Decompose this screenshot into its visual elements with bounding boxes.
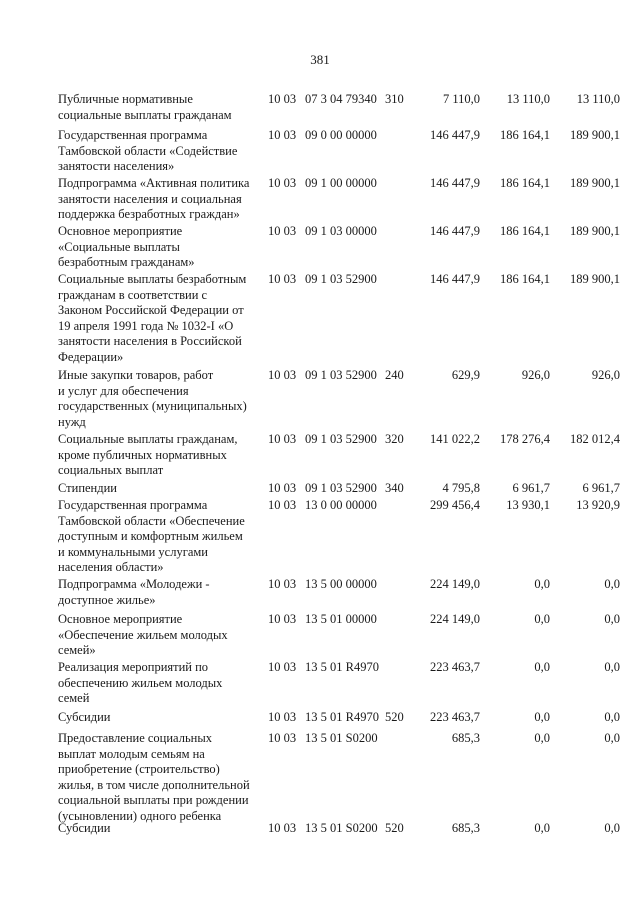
row-section-code: 10 03 — [268, 577, 297, 591]
row-value-3: 6 961,7 — [582, 481, 620, 495]
row-name-line: социальные выплаты гражданам — [58, 107, 232, 122]
row-name-line: приобретение (строительство) — [58, 762, 220, 776]
row-name — [58, 224, 266, 271]
row-name-line: (усыновлении) одного ребенка — [58, 808, 222, 823]
row-section-code: 10 03 — [268, 612, 297, 626]
row-name — [58, 660, 266, 707]
row-value-1: 629,9 — [451, 368, 480, 382]
row-target-code: 09 1 00 00000 — [305, 176, 377, 190]
row-value-1: 146 447,9 — [430, 128, 480, 142]
row-value-1: 146 447,9 — [430, 176, 480, 190]
row-target-code: 09 1 03 52900 — [305, 481, 377, 495]
row-name-line: Основное мероприятие — [58, 612, 183, 626]
row-name-line: Субсидии — [58, 821, 111, 835]
row-value-2: 0,0 — [534, 710, 550, 724]
row-target-code: 09 1 03 52900 — [305, 272, 377, 286]
row-section-code: 10 03 — [268, 821, 297, 835]
row-section-code: 10 03 — [268, 368, 297, 382]
row-value-2: 186 164,1 — [500, 128, 550, 142]
row-value-3: 182 012,4 — [570, 432, 620, 446]
row-section-code: 10 03 — [268, 176, 297, 190]
row-name-line: занятости населения в Российской — [58, 334, 242, 348]
row-name-line: кроме публичных нормативных — [58, 447, 227, 462]
row-section-code: 10 03 — [268, 224, 297, 238]
row-value-1: 4 795,8 — [442, 481, 480, 495]
row-name-line: Основное мероприятие — [58, 224, 183, 238]
row-section-code: 10 03 — [268, 432, 297, 446]
row-name — [58, 92, 266, 123]
row-target-code: 13 5 01 S0200 — [305, 731, 378, 745]
row-value-3: 926,0 — [591, 368, 620, 382]
row-value-2: 178 276,4 — [500, 432, 550, 446]
row-section-code: 10 03 — [268, 731, 297, 745]
row-name — [58, 612, 266, 659]
row-value-2: 186 164,1 — [500, 224, 550, 238]
row-expense-type: 340 — [385, 481, 404, 495]
row-value-1: 141 022,2 — [430, 432, 480, 446]
row-name-line: Государственная программа — [58, 128, 208, 142]
row-value-1: 146 447,9 — [430, 224, 480, 238]
row-name-line: и услуг для обеспечения — [58, 383, 189, 398]
row-name — [58, 577, 266, 608]
row-name-line: семей — [58, 691, 90, 705]
row-value-1: 7 110,0 — [442, 92, 480, 106]
row-name — [58, 731, 266, 824]
row-value-2: 0,0 — [534, 731, 550, 745]
row-value-3: 189 900,1 — [570, 176, 620, 190]
row-name-line: Государственная программа — [58, 498, 208, 512]
row-name-line: «Обеспечение жильем молодых — [58, 627, 228, 642]
row-target-code: 13 5 01 R4970 — [305, 710, 379, 724]
page-number: 381 — [310, 52, 330, 67]
row-value-3: 0,0 — [604, 577, 620, 591]
row-name-line: населения области» — [58, 560, 164, 574]
row-name — [58, 481, 266, 497]
row-target-code: 13 5 01 S0200 — [305, 821, 378, 835]
row-name-line: гражданам в соответствии с — [58, 287, 208, 302]
row-target-code: 09 1 03 00000 — [305, 224, 377, 238]
row-target-code: 13 5 01 00000 — [305, 612, 377, 626]
row-value-2: 13 930,1 — [506, 498, 550, 512]
row-name — [58, 821, 266, 837]
row-value-2: 0,0 — [534, 612, 550, 626]
row-name — [58, 368, 266, 430]
row-name-line: жилья, в том числе дополнительной — [58, 777, 250, 792]
row-name-line: Иные закупки товаров, работ — [58, 368, 214, 382]
row-name-line: семей» — [58, 643, 96, 657]
row-value-1: 299 456,4 — [430, 498, 480, 512]
row-expense-type: 520 — [385, 710, 404, 724]
row-section-code: 10 03 — [268, 498, 297, 512]
row-value-1: 685,3 — [451, 731, 480, 745]
row-name-line: Подпрограмма «Активная политика — [58, 176, 250, 190]
row-target-code: 13 0 00 00000 — [305, 498, 377, 512]
row-name-line: и коммунальными услугами — [58, 544, 208, 559]
row-name — [58, 128, 266, 175]
row-expense-type: 320 — [385, 432, 404, 446]
row-name-line: Тамбовской области «Обеспечение — [58, 513, 245, 528]
row-target-code: 09 1 03 52900 — [305, 432, 377, 446]
row-name-line: Федерации» — [58, 349, 124, 364]
row-name-line: занятости населения» — [58, 159, 175, 173]
row-value-1: 685,3 — [451, 821, 480, 835]
row-section-code: 10 03 — [268, 272, 297, 286]
row-name-line: социальной выплаты при рождении — [58, 793, 249, 807]
row-value-2: 186 164,1 — [500, 176, 550, 190]
row-value-3: 0,0 — [604, 612, 620, 626]
row-name-line: Публичные нормативные — [58, 92, 193, 106]
row-value-2: 926,0 — [521, 368, 550, 382]
row-name — [58, 710, 266, 726]
row-expense-type: 310 — [385, 92, 404, 106]
row-section-code: 10 03 — [268, 128, 297, 142]
row-name-line: государственных (муниципальных) — [58, 399, 247, 413]
row-expense-type: 240 — [385, 368, 404, 382]
row-value-3: 0,0 — [604, 710, 620, 724]
row-value-1: 223 463,7 — [430, 660, 480, 674]
row-value-3: 0,0 — [604, 731, 620, 745]
row-name — [58, 176, 266, 223]
row-value-2: 0,0 — [534, 577, 550, 591]
row-name-line: «Социальные выплаты — [58, 239, 180, 254]
row-expense-type: 520 — [385, 821, 404, 835]
row-value-3: 13 920,9 — [576, 498, 620, 512]
row-value-2: 0,0 — [534, 660, 550, 674]
row-name-line: Стипендии — [58, 481, 117, 495]
row-name — [58, 498, 266, 576]
row-value-2: 186 164,1 — [500, 272, 550, 286]
row-name-line: Подпрограмма «Молодежи - — [58, 577, 210, 591]
row-section-code: 10 03 — [268, 481, 297, 495]
row-name-line: Социальные выплаты гражданам, — [58, 432, 238, 446]
row-value-3: 13 110,0 — [576, 92, 620, 106]
row-name-line: поддержка безработных граждан» — [58, 207, 240, 221]
row-name-line: нужд — [58, 414, 86, 429]
row-section-code: 10 03 — [268, 660, 297, 674]
row-name-line: доступное жилье» — [58, 592, 156, 607]
row-value-1: 146 447,9 — [430, 272, 480, 286]
row-name-line: выплат молодым семьям на — [58, 746, 205, 761]
row-section-code: 10 03 — [268, 710, 297, 724]
row-value-2: 6 961,7 — [512, 481, 550, 495]
row-name-line: занятости населения и социальная — [58, 191, 242, 206]
row-name-line: 19 апреля 1991 года № 1032-I «О — [58, 318, 234, 333]
row-name-line: обеспечению жильем молодых — [58, 675, 223, 690]
row-value-1: 224 149,0 — [430, 577, 480, 591]
row-target-code: 09 1 03 52900 — [305, 368, 377, 382]
row-name-line: Реализация мероприятий по — [58, 660, 209, 674]
row-name-line: безработным гражданам» — [58, 255, 195, 269]
row-value-3: 189 900,1 — [570, 224, 620, 238]
row-value-1: 223 463,7 — [430, 710, 480, 724]
row-name-line: Социальные выплаты безработным — [58, 272, 247, 286]
row-value-2: 0,0 — [534, 821, 550, 835]
row-value-3: 189 900,1 — [570, 128, 620, 142]
row-section-code: 10 03 — [268, 92, 297, 106]
row-name-line: Предоставление социальных — [58, 731, 212, 745]
row-name — [58, 432, 266, 479]
row-target-code: 13 5 01 R4970 — [305, 660, 379, 674]
row-name — [58, 272, 266, 365]
row-target-code: 07 3 04 79340 — [305, 92, 377, 106]
row-value-3: 0,0 — [604, 821, 620, 835]
row-value-3: 0,0 — [604, 660, 620, 674]
row-value-3: 189 900,1 — [570, 272, 620, 286]
row-value-1: 224 149,0 — [430, 612, 480, 626]
row-target-code: 13 5 00 00000 — [305, 577, 377, 591]
row-name-line: Законом Российской Федерации от — [58, 303, 244, 317]
row-name-line: доступным и комфортным жильем — [58, 529, 243, 543]
row-value-2: 13 110,0 — [506, 92, 550, 106]
row-target-code: 09 0 00 00000 — [305, 128, 377, 142]
row-name-line: Тамбовской области «Содействие — [58, 143, 238, 158]
row-name-line: Субсидии — [58, 710, 111, 724]
row-name-line: социальных выплат — [58, 463, 164, 477]
